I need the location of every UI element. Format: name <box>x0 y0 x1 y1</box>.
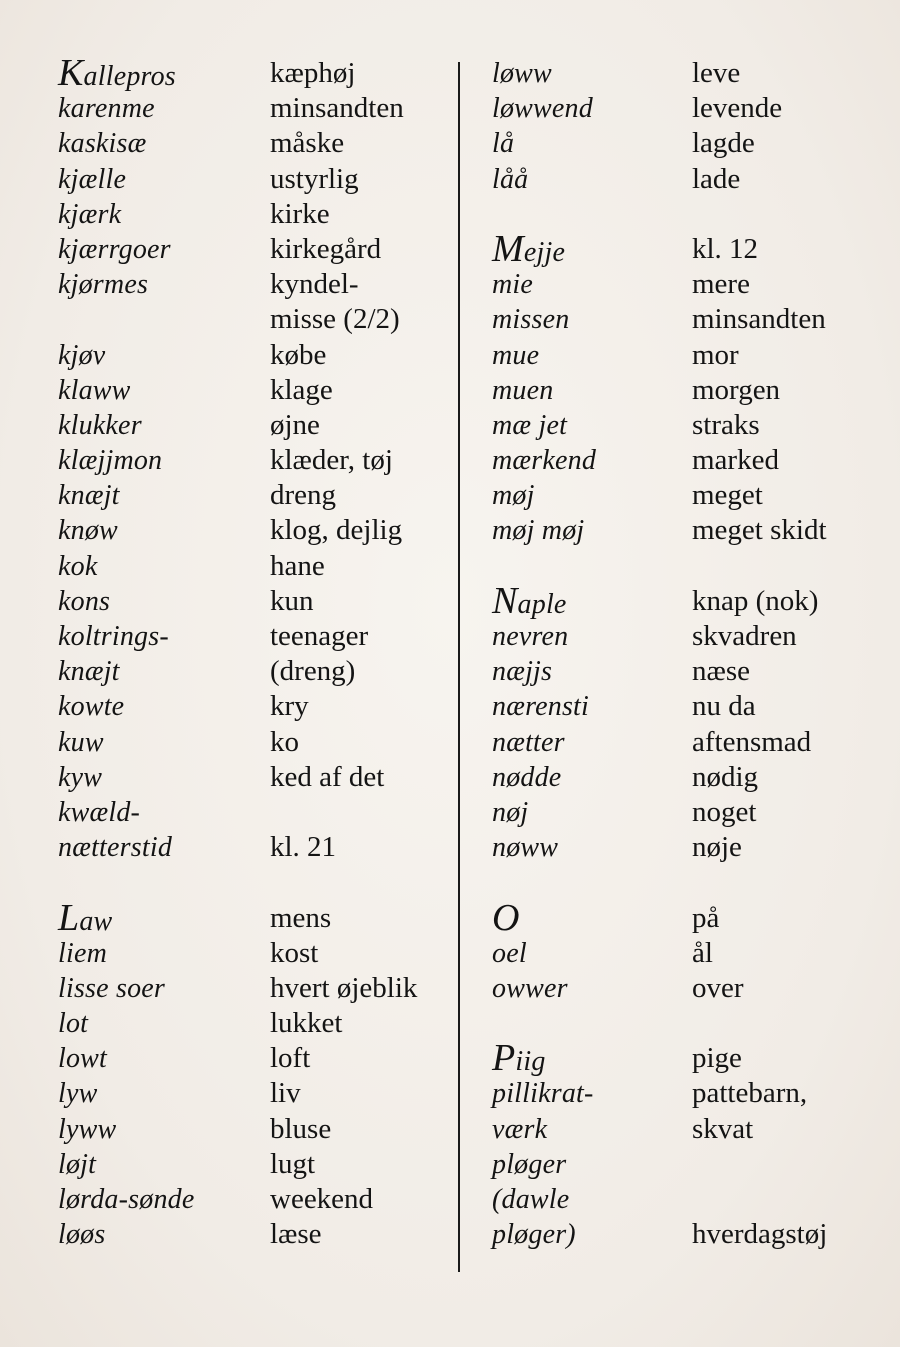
danish-translation: dreng <box>270 479 337 512</box>
dialect-word-rest: ejje <box>523 236 566 268</box>
danish-translation: liv <box>270 1077 301 1110</box>
danish-translation: nøje <box>692 831 742 864</box>
danish-translation: weekend <box>270 1183 374 1215</box>
dialect-word: knøw <box>58 515 118 547</box>
dialect-word: mæ jet <box>492 409 568 441</box>
dialect-word: pløger) <box>492 1219 576 1251</box>
danish-translation: mor <box>692 338 739 371</box>
danish-translation: straks <box>692 408 760 441</box>
dialect-word: kjøv <box>58 339 106 371</box>
dialect-word: lyw <box>58 1078 98 1110</box>
dialect-word-rest: aw <box>79 905 113 937</box>
dialect-word-rest: aple <box>517 588 567 620</box>
danish-translation: meget <box>692 479 763 512</box>
danish-translation: loft <box>270 1042 311 1075</box>
danish-translation: kost <box>270 936 319 969</box>
dialect-word: kok <box>58 550 98 582</box>
danish-translation: noget <box>692 795 757 828</box>
section-initial: M <box>492 227 524 270</box>
dialect-word: kons <box>58 585 111 617</box>
danish-translation: (dreng) <box>270 655 356 688</box>
dialect-word: owwer <box>492 972 568 1004</box>
dialect-word: kjærk <box>58 198 122 230</box>
dialect-word <box>492 227 566 270</box>
dialect-word <box>492 896 520 939</box>
dialect-word: lot <box>58 1008 89 1040</box>
danish-translation: leve <box>692 57 741 89</box>
dialect-word: nødde <box>492 761 562 793</box>
dialect-word: nevren <box>492 621 569 652</box>
dialect-word-rest: allepros <box>83 61 176 92</box>
danish-translation: levende <box>692 92 783 125</box>
danish-translation: kirkegård <box>270 232 382 265</box>
dialect-word: lyww <box>58 1113 117 1145</box>
danish-translation: øjne <box>270 408 320 441</box>
danish-translation: klog, dejlig <box>270 514 403 547</box>
section-initial: O <box>492 896 520 939</box>
dialect-word: koltrings- <box>58 621 169 652</box>
danish-translation: kl. 12 <box>692 232 759 265</box>
dialect-word: mie <box>492 269 534 301</box>
dialect-word <box>492 579 567 622</box>
dialect-word: lisse soer <box>58 972 165 1004</box>
dialect-word: kjærrgoer <box>58 233 171 265</box>
danish-translation: ked af det <box>270 760 385 793</box>
dialect-word: låå <box>492 163 529 195</box>
dialect-word: nøj <box>492 796 529 828</box>
danish-translation: morgen <box>692 373 781 406</box>
dialect-word <box>492 1037 546 1080</box>
danish-translation: læse <box>270 1218 322 1251</box>
column-divider <box>458 62 460 1272</box>
dialect-word <box>58 52 176 94</box>
danish-translation: på <box>692 901 720 934</box>
danish-translation: minsandten <box>270 92 404 125</box>
dialect-word: klukker <box>58 409 142 441</box>
danish-translation: hverdagstøj <box>692 1218 828 1251</box>
dialect-word: klæjjmon <box>58 445 163 477</box>
danish-translation: mens <box>270 901 332 934</box>
dialect-word: pillikrat- <box>492 1078 594 1110</box>
dialect-word: kyw <box>58 761 103 793</box>
danish-translation: knap (nok) <box>692 584 819 617</box>
dialect-word: lowt <box>58 1043 108 1075</box>
dialect-word: (dawle <box>492 1184 570 1215</box>
danish-translation: næse <box>692 655 750 688</box>
danish-translation: teenager <box>270 620 369 652</box>
danish-translation: marked <box>692 444 779 477</box>
dialect-word: kuw <box>58 726 104 758</box>
dialect-word: lå <box>492 128 515 160</box>
dialect-word <box>58 896 113 939</box>
dialect-word: værk <box>492 1113 548 1145</box>
danish-translation: nødig <box>692 760 759 793</box>
danish-translation: kun <box>270 584 314 617</box>
dialect-word: muen <box>492 374 554 406</box>
danish-translation: aftensmad <box>692 725 812 758</box>
danish-translation: meget skidt <box>692 514 827 547</box>
dialect-word: løøs <box>58 1219 106 1251</box>
dialect-word: nærensti <box>492 691 590 723</box>
dialect-word: kjælle <box>58 163 127 195</box>
danish-translation: mere <box>692 268 750 301</box>
danish-translation: nu da <box>692 690 756 723</box>
danish-translation: over <box>692 971 744 1004</box>
danish-translation: ål <box>692 936 713 969</box>
danish-translation: lade <box>692 162 741 195</box>
dialect-word: nøww <box>492 832 559 864</box>
dialect-word: nætter <box>492 726 565 758</box>
dialect-word: møj <box>492 480 535 512</box>
danish-translation: skvat <box>692 1112 754 1145</box>
dialect-word: lørda-sønde <box>58 1184 195 1215</box>
dialect-word: løwwend <box>492 93 593 125</box>
danish-translation: lugt <box>270 1147 316 1180</box>
danish-translation: misse (2/2) <box>270 303 400 336</box>
section-initial: K <box>58 52 84 94</box>
section-initial: L <box>58 896 80 939</box>
dialect-word: missen <box>492 304 570 336</box>
section-initial: N <box>492 579 518 622</box>
dialect-word: møj møj <box>492 515 585 547</box>
dialect-word: kowte <box>58 691 125 723</box>
danish-translation: lagde <box>692 127 755 160</box>
dialect-word: mærkend <box>492 445 597 477</box>
danish-translation: købe <box>270 338 327 371</box>
danish-translation: pige <box>692 1042 742 1075</box>
dialect-word: karenme <box>58 93 155 125</box>
dialect-word: oel <box>492 937 527 969</box>
dialect-word: løww <box>492 58 552 89</box>
danish-translation: minsandten <box>692 303 826 336</box>
dialect-word: kaskisæ <box>58 128 147 160</box>
dialect-word: nætterstid <box>58 832 173 864</box>
danish-translation: kry <box>270 690 309 723</box>
danish-translation: kæphøj <box>270 57 356 89</box>
dialect-word: klaww <box>58 374 131 406</box>
danish-translation: lukket <box>270 1007 343 1040</box>
dialect-word: kjørmes <box>58 269 149 301</box>
danish-translation: klæder, tøj <box>270 444 393 477</box>
danish-translation: kl. 21 <box>270 831 337 864</box>
danish-translation: hane <box>270 549 325 582</box>
danish-translation: hvert øjeblik <box>270 971 418 1004</box>
danish-translation: klage <box>270 373 333 406</box>
danish-translation: pattebarn, <box>692 1077 808 1110</box>
dialect-word: næjjs <box>492 656 553 688</box>
dialect-word: kwæld- <box>58 796 141 828</box>
dialect-word: pløger <box>492 1148 567 1180</box>
danish-translation: måske <box>270 127 345 160</box>
danish-translation: kirke <box>270 197 330 230</box>
danish-translation: ko <box>270 725 299 758</box>
section-initial: P <box>492 1037 516 1080</box>
dialect-word: løjt <box>58 1148 97 1180</box>
danish-translation: ustyrlig <box>270 162 359 195</box>
danish-translation: skvadren <box>692 620 797 652</box>
danish-translation: bluse <box>270 1112 332 1145</box>
dialect-word: liem <box>58 937 108 969</box>
danish-translation: kyndel- <box>270 268 359 301</box>
dialect-word-rest: iig <box>515 1046 546 1078</box>
dialect-word: knæjt <box>58 656 120 688</box>
dialect-word: knæjt <box>58 480 120 512</box>
dialect-word: mue <box>492 339 540 371</box>
